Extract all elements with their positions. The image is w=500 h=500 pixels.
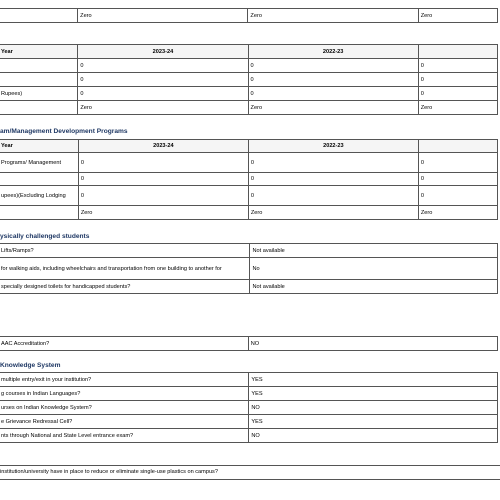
answer-cell: Not available (250, 280, 498, 294)
table-cell: 0 (248, 186, 418, 206)
header-cell (418, 45, 497, 59)
table-row (0, 244, 498, 258)
table-row (0, 280, 498, 294)
question-cell: multiple entry/exit in your institution? (0, 373, 249, 387)
table-row (0, 87, 498, 101)
table-row (0, 153, 498, 173)
section-title-knowledge-system: Knowledge System (0, 362, 61, 369)
table-cell: 0 (418, 153, 497, 173)
table-cell (0, 101, 78, 115)
question-cell: urses on Indian Knowledge System? (0, 401, 249, 415)
answer-cell: No (250, 258, 498, 280)
table-cell: upees)(Excluding Lodging (0, 186, 78, 206)
question-cell: Lifts/Ramps? (0, 244, 250, 258)
table-row (0, 186, 498, 206)
table-cell (0, 73, 78, 87)
answer-cell: YES (249, 387, 498, 401)
header-cell: 2022-23 (248, 140, 418, 153)
table-cell: 0 (418, 173, 497, 186)
header-cell (418, 140, 497, 153)
table-row (0, 206, 498, 220)
table-cell: 0 (418, 73, 497, 87)
table-row (0, 101, 498, 115)
accreditation-table (0, 336, 498, 351)
question-cell: g courses in Indian Languages? (0, 387, 249, 401)
section-title-physically-challenged: ysically challenged students (0, 233, 90, 240)
header-cell: Year (0, 45, 78, 59)
table-cell: Programs/ Management (0, 153, 78, 173)
divider-line (0, 479, 500, 480)
table-cell: 0 (78, 186, 248, 206)
table-cell: 0 (78, 73, 248, 87)
table-cell: Zero (418, 9, 497, 23)
table-cell: 0 (78, 173, 248, 186)
expenditure-table (0, 44, 498, 115)
table-cell: 0 (248, 153, 418, 173)
table-cell: Zero (248, 101, 418, 115)
section-title-management-programs: am/Management Development Programs (0, 128, 128, 135)
table-cell: 0 (418, 87, 497, 101)
table-header-row (0, 45, 498, 59)
header-cell: 2023-24 (78, 45, 248, 59)
answer-cell: NO (248, 337, 497, 351)
table-row (0, 9, 498, 23)
single-use-plastics-question: institution/university have in place to reduce or eliminate single-use plastics on campus? (0, 469, 218, 475)
answer-cell: NO (249, 429, 498, 443)
table-cell: Zero (78, 101, 248, 115)
question-cell: e Grievance Redressal Cell? (0, 415, 249, 429)
table-cell: 0 (78, 87, 248, 101)
answer-cell: Not available (250, 244, 498, 258)
table-row (0, 59, 498, 73)
table-cell (0, 59, 78, 73)
table-cell: 0 (248, 73, 418, 87)
table-cell: Zero (418, 101, 497, 115)
table-cell: Zero (248, 206, 418, 220)
table-cell: Zero (248, 9, 418, 23)
header-cell: Year (0, 140, 78, 153)
table-cell (0, 9, 78, 23)
table-cell: 0 (418, 59, 497, 73)
knowledge-system-table (0, 372, 498, 443)
header-cell: 2022-23 (248, 45, 418, 59)
table-cell: 0 (78, 153, 248, 173)
table-row (0, 173, 498, 186)
question-cell: for walking aids, including wheelchairs and transportation from one building to another for (0, 258, 250, 280)
table-cell: 0 (248, 87, 418, 101)
table-cell: 0 (418, 186, 497, 206)
table-cell (0, 206, 78, 220)
question-cell: specially designed toilets for handicapped students? (0, 280, 250, 294)
answer-cell: NO (249, 401, 498, 415)
question-cell: nts through National and State Level entrance exam? (0, 429, 249, 443)
table-row (0, 373, 498, 387)
answer-cell: YES (249, 415, 498, 429)
table-cell: Rupees) (0, 87, 78, 101)
question-cell: AAC Accreditation? (0, 337, 248, 351)
divider-line (0, 465, 500, 466)
physically-challenged-table (0, 243, 498, 294)
header-cell: 2023-24 (78, 140, 248, 153)
table-row (0, 337, 498, 351)
management-programs-table (0, 139, 498, 220)
answer-cell: YES (249, 373, 498, 387)
table-header-row (0, 140, 498, 153)
top-summary-table (0, 8, 498, 23)
table-row (0, 401, 498, 415)
table-cell: Zero (78, 9, 248, 23)
table-cell: 0 (248, 173, 418, 186)
table-row (0, 387, 498, 401)
table-row (0, 429, 498, 443)
table-cell: Zero (78, 206, 248, 220)
table-cell: Zero (418, 206, 497, 220)
table-cell: 0 (78, 59, 248, 73)
table-cell: 0 (248, 59, 418, 73)
table-row (0, 73, 498, 87)
table-row (0, 415, 498, 429)
table-row (0, 258, 498, 280)
table-cell (0, 173, 78, 186)
